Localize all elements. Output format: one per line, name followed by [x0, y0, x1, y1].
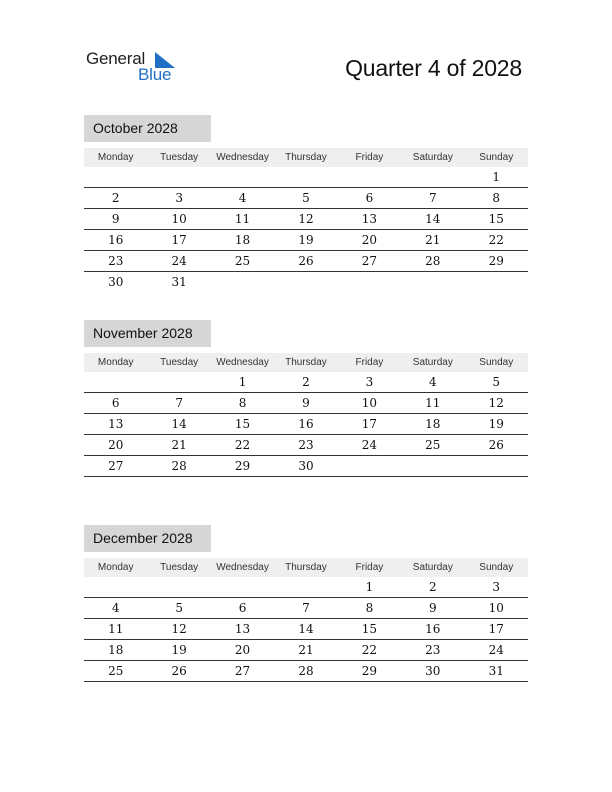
- day-cell: 20: [361, 233, 378, 247]
- day-cell: 31: [171, 275, 187, 289]
- weekday-label: Wednesday: [216, 357, 269, 368]
- day-cell: 28: [171, 459, 187, 473]
- day-cell: 18: [425, 417, 441, 431]
- day-cell: 13: [108, 417, 124, 431]
- weekday-header: [84, 148, 528, 167]
- day-cell: 30: [108, 275, 124, 289]
- week-row: [84, 230, 528, 251]
- week-row: [84, 456, 528, 477]
- day-cell: 30: [298, 459, 314, 473]
- week-row: [84, 619, 528, 640]
- day-cell: 23: [298, 438, 314, 452]
- weekday-label: Saturday: [412, 562, 453, 573]
- day-cell: 29: [234, 459, 251, 473]
- day-cell: 7: [429, 191, 437, 205]
- day-cell: 8: [238, 396, 247, 410]
- month-label: November 2028: [84, 320, 211, 347]
- day-cell: 6: [238, 601, 247, 615]
- day-cell: 28: [425, 254, 441, 268]
- day-cell: [147, 577, 210, 597]
- day-cell: 25: [234, 254, 251, 268]
- day-cell: 21: [298, 643, 314, 657]
- day-cell: [465, 272, 528, 292]
- day-cell: [338, 272, 401, 292]
- weekday-label: Tuesday: [160, 562, 199, 573]
- day-cell: [465, 456, 528, 476]
- day-cell: 22: [361, 643, 378, 657]
- logo-text-blue: Blue: [138, 65, 172, 84]
- day-cell: 5: [175, 601, 183, 615]
- day-cell: 23: [108, 254, 124, 268]
- day-cell: 26: [171, 664, 187, 678]
- day-cell: [211, 272, 274, 292]
- week-row: [84, 598, 528, 619]
- day-cell: 1: [492, 170, 501, 184]
- day-cell: 3: [492, 580, 501, 594]
- month-label: October 2028: [84, 115, 211, 142]
- day-cell: 1: [365, 580, 374, 594]
- day-cell: 14: [425, 212, 441, 226]
- day-cell: 24: [488, 643, 504, 657]
- day-cell: 29: [488, 254, 504, 268]
- weekday-label: Saturday: [412, 152, 453, 163]
- day-cell: 6: [365, 191, 374, 205]
- day-cell: [211, 167, 274, 187]
- day-cell: 17: [488, 622, 504, 636]
- day-cell: 16: [425, 622, 441, 636]
- day-cell: 29: [361, 664, 378, 678]
- day-cell: 22: [234, 438, 251, 452]
- day-cell: 11: [425, 396, 441, 410]
- day-cell: [401, 456, 464, 476]
- day-cell: 12: [298, 212, 314, 226]
- day-cell: [147, 167, 210, 187]
- day-cell: 14: [298, 622, 314, 636]
- day-cell: 26: [298, 254, 314, 268]
- day-cell: 28: [298, 664, 314, 678]
- weekday-label: Friday: [355, 562, 384, 573]
- day-cell: 3: [365, 375, 374, 389]
- day-cell: 21: [425, 233, 441, 247]
- generalblue-logo: [86, 48, 186, 88]
- day-cell: 25: [425, 438, 441, 452]
- day-cell: [338, 456, 401, 476]
- day-cell: 21: [171, 438, 187, 452]
- weekday-label: Monday: [97, 562, 134, 573]
- day-cell: 30: [425, 664, 441, 678]
- day-cell: 8: [492, 191, 501, 205]
- weekday-header: [84, 558, 528, 577]
- day-cell: 27: [361, 254, 378, 268]
- weekday-label: Tuesday: [160, 152, 199, 163]
- day-cell: 16: [108, 233, 124, 247]
- day-cell: 4: [238, 191, 247, 205]
- weekday-label: Thursday: [285, 562, 327, 573]
- week-row: [84, 251, 528, 272]
- day-cell: 4: [111, 601, 120, 615]
- day-cell: 15: [488, 212, 504, 226]
- month-november: [84, 320, 528, 477]
- day-cell: 4: [429, 375, 437, 389]
- day-cell: [274, 272, 337, 292]
- weekday-label: Wednesday: [216, 152, 269, 163]
- day-cell: 26: [488, 438, 504, 452]
- day-cell: 2: [302, 375, 310, 389]
- day-cell: [401, 272, 464, 292]
- weekday-label: Monday: [97, 357, 134, 368]
- day-cell: 9: [429, 601, 437, 615]
- day-cell: 3: [175, 191, 183, 205]
- day-cell: [147, 372, 210, 392]
- day-cell: 20: [234, 643, 251, 657]
- day-cell: 11: [108, 622, 124, 636]
- day-cell: 2: [429, 580, 437, 594]
- day-cell: 22: [488, 233, 504, 247]
- weekday-label: Tuesday: [160, 357, 199, 368]
- day-cell: 15: [361, 622, 378, 636]
- week-row: [84, 393, 528, 414]
- day-cell: 17: [171, 233, 187, 247]
- week-row: [84, 414, 528, 435]
- day-cell: 9: [111, 212, 120, 226]
- month-december: [84, 525, 528, 682]
- weekday-label: Friday: [355, 357, 384, 368]
- day-cell: 11: [234, 212, 251, 226]
- weekday-header: [84, 353, 528, 372]
- day-cell: 19: [488, 417, 504, 431]
- day-cell: 23: [425, 643, 441, 657]
- day-cell: 7: [175, 396, 183, 410]
- day-cell: 18: [234, 233, 251, 247]
- day-cell: 18: [108, 643, 124, 657]
- weekday-label: Thursday: [285, 152, 327, 163]
- weekday-label: Sunday: [479, 562, 514, 573]
- day-cell: 24: [361, 438, 378, 452]
- week-row: [84, 640, 528, 661]
- day-cell: [338, 167, 401, 187]
- week-row: [84, 188, 528, 209]
- day-cell: [274, 577, 337, 597]
- day-cell: 15: [234, 417, 251, 431]
- day-cell: 12: [488, 396, 504, 410]
- weekday-label: Thursday: [285, 357, 327, 368]
- day-cell: 13: [234, 622, 251, 636]
- day-cell: 6: [111, 396, 120, 410]
- day-cell: 2: [111, 191, 120, 205]
- weekday-label: Sunday: [479, 357, 514, 368]
- day-cell: 27: [108, 459, 124, 473]
- day-cell: [84, 167, 147, 187]
- day-cell: [84, 372, 147, 392]
- day-cell: 27: [234, 664, 251, 678]
- day-cell: 7: [302, 601, 310, 615]
- weekday-label: Monday: [97, 152, 134, 163]
- weekday-label: Saturday: [412, 357, 453, 368]
- week-row: [84, 167, 528, 188]
- weekday-label: Friday: [355, 152, 384, 163]
- day-cell: 14: [171, 417, 187, 431]
- day-cell: [401, 167, 464, 187]
- day-cell: 25: [108, 664, 124, 678]
- day-cell: 8: [365, 601, 374, 615]
- month-october: [84, 115, 528, 292]
- day-cell: 9: [302, 396, 310, 410]
- day-cell: 10: [488, 601, 504, 615]
- day-cell: 24: [171, 254, 187, 268]
- week-row: [84, 209, 528, 230]
- day-cell: 5: [302, 191, 310, 205]
- page-title: Quarter 4 of 2028: [345, 55, 522, 81]
- day-cell: 12: [171, 622, 187, 636]
- day-cell: 19: [171, 643, 187, 657]
- day-cell: 13: [361, 212, 378, 226]
- day-cell: 19: [298, 233, 314, 247]
- week-row: [84, 577, 528, 598]
- week-row: [84, 272, 528, 292]
- logo-text-general: General: [86, 49, 146, 68]
- weekday-label: Sunday: [479, 152, 514, 163]
- day-cell: 17: [361, 417, 378, 431]
- day-cell: 20: [108, 438, 124, 452]
- day-cell: 10: [361, 396, 378, 410]
- month-label: December 2028: [84, 525, 211, 552]
- day-cell: 10: [171, 212, 187, 226]
- week-row: [84, 661, 528, 682]
- day-cell: 16: [298, 417, 314, 431]
- week-row: [84, 372, 528, 393]
- weekday-label: Wednesday: [216, 562, 269, 573]
- day-cell: 31: [488, 664, 504, 678]
- day-cell: 1: [238, 375, 247, 389]
- week-row: [84, 435, 528, 456]
- day-cell: [274, 167, 337, 187]
- day-cell: [84, 577, 147, 597]
- day-cell: [211, 577, 274, 597]
- day-cell: 5: [492, 375, 501, 389]
